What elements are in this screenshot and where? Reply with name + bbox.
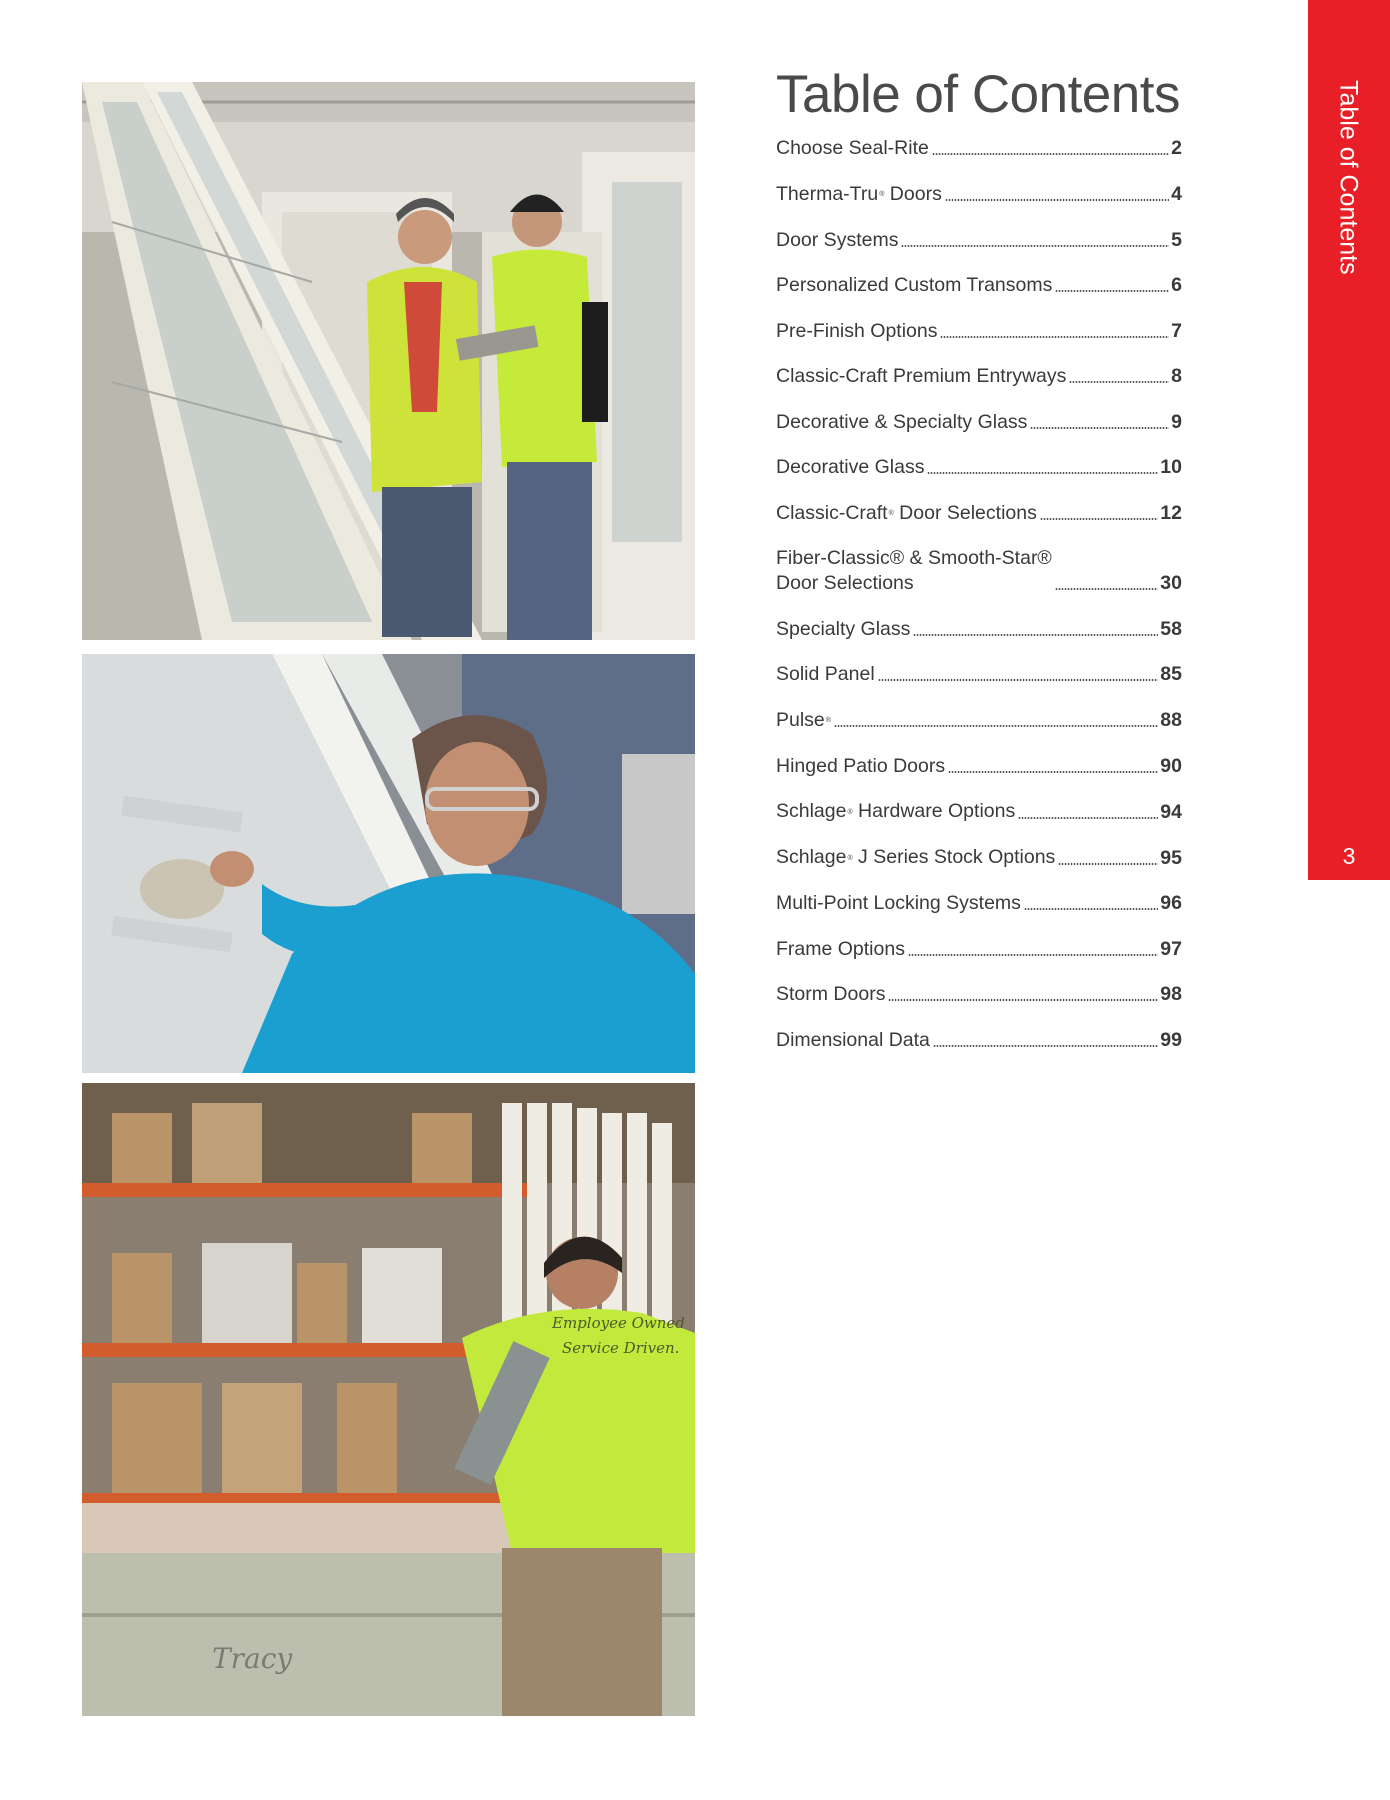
toc-entry-label [776, 617, 910, 642]
toc-entry[interactable] [776, 228, 1182, 253]
dot-leader [945, 199, 1169, 201]
shirt-text-line1: Employee Owned [552, 1314, 685, 1332]
toc-entry[interactable] [776, 136, 1182, 161]
registered-mark: ® [888, 509, 894, 517]
toc-entry-page: 97 [1160, 937, 1182, 960]
toc-entry-page: 99 [1160, 1028, 1182, 1051]
registered-mark: ® [847, 808, 853, 816]
toc-entry[interactable] [776, 982, 1182, 1007]
toc-entry[interactable] [776, 845, 1182, 870]
dot-leader [913, 634, 1158, 636]
toc-entry-label-text: Choose Seal-Rite [776, 137, 929, 160]
dot-leader [1030, 427, 1169, 429]
machine-logo: Tracy [212, 1642, 293, 1675]
toc-entry-label [776, 364, 1066, 389]
section-side-tab [1308, 0, 1390, 880]
toc-entry-page: 5 [1171, 228, 1182, 251]
dot-leader [1024, 908, 1158, 910]
toc-entry-label [776, 1028, 930, 1053]
toc-entry[interactable] [776, 708, 1182, 733]
toc-entry[interactable] [776, 319, 1182, 344]
toc-entry-page: 10 [1160, 456, 1182, 479]
toc-entry-page: 58 [1160, 617, 1182, 640]
toc-entry-page: 8 [1171, 365, 1182, 388]
page-number: 3 [1342, 843, 1356, 869]
toc-entry-label-rest: Hardware Options [852, 800, 1016, 823]
dot-leader [1040, 518, 1158, 520]
toc-entry-label [776, 754, 945, 779]
toc-entry-label [776, 319, 937, 344]
toc-entry-label [776, 662, 875, 687]
dot-leader [1058, 863, 1158, 865]
toc-entry-label-text: Decorative Glass [776, 456, 925, 479]
toc-entry-label-text: Door Selections [776, 572, 914, 595]
shirt-text-line2: Service Driven. [562, 1339, 680, 1357]
toc-entry[interactable] [776, 799, 1182, 824]
side-tab-label: Table of Contents [1334, 80, 1363, 275]
toc-entry[interactable] [776, 546, 1182, 596]
toc-entry-page: 6 [1171, 274, 1182, 297]
toc-entry-label-text: Personalized Custom Transoms [776, 274, 1053, 297]
toc-entry-label-text: Door Systems [776, 228, 899, 251]
dot-leader [878, 679, 1159, 681]
toc-entry[interactable] [776, 364, 1182, 389]
toc-entry-page: 4 [1171, 183, 1182, 206]
toc-entry-label-text: Hinged Patio Doors [776, 754, 946, 777]
toc-entry[interactable] [776, 662, 1182, 687]
toc-entry-label-text: Pre-Finish Options [776, 319, 938, 342]
dot-leader [1055, 588, 1158, 590]
dot-leader [927, 472, 1158, 474]
dot-leader [1018, 817, 1158, 819]
toc-entry-label-text: Decorative & Specialty Glass [776, 410, 1028, 433]
dot-leader [901, 245, 1169, 247]
toc-list [776, 136, 1182, 1052]
toc-entry-label [776, 273, 1052, 298]
toc-entry[interactable] [776, 273, 1182, 298]
toc-entry-label [776, 708, 831, 733]
photo-worker-at-machine [82, 1083, 695, 1716]
toc-entry-label-text: Solid Panel [776, 663, 875, 686]
toc-entry-label [776, 799, 1015, 824]
toc-entry-page: 98 [1160, 983, 1182, 1006]
toc-entry-page: 96 [1160, 892, 1182, 915]
dot-leader [1069, 381, 1169, 383]
toc-entry-label-text: Classic-Craft Premium Entryways [776, 365, 1067, 388]
toc-entry-page: 94 [1160, 800, 1182, 823]
toc-entry-label [776, 982, 885, 1007]
toc-entry-page: 12 [1160, 501, 1182, 524]
toc-entry-label-text: Specialty Glass [776, 617, 911, 640]
dot-leader [908, 954, 1158, 956]
toc-entry-page: 88 [1160, 709, 1182, 732]
dot-leader [948, 771, 1158, 773]
toc-entry-label-text: Storm Doors [776, 983, 886, 1006]
dot-leader [1055, 290, 1169, 292]
registered-mark: ® [879, 191, 885, 199]
table-of-contents [776, 66, 1182, 1073]
toc-entry-label-text: Frame Options [776, 937, 905, 960]
toc-entry-label-text: Therma-Tru [776, 182, 879, 205]
toc-entry-page: 9 [1171, 410, 1182, 433]
toc-entry-label [776, 136, 929, 161]
toc-entry[interactable] [776, 1028, 1182, 1053]
page-title: Table of Contents [776, 65, 1180, 124]
toc-entry-page: 85 [1160, 663, 1182, 686]
dot-leader [888, 999, 1158, 1001]
toc-entry-label [776, 891, 1021, 916]
dot-leader [933, 1045, 1158, 1047]
toc-entry[interactable] [776, 455, 1182, 480]
toc-entry-page: 30 [1160, 572, 1182, 595]
photo-worker-cleaning-door [82, 654, 695, 1073]
toc-entry-label [776, 182, 942, 207]
toc-entry[interactable] [776, 754, 1182, 779]
toc-entry[interactable] [776, 501, 1182, 526]
toc-entry-label [776, 845, 1055, 870]
toc-entry-label-text: Multi-Point Locking Systems [776, 892, 1021, 915]
toc-entry-label-rest: Doors [884, 182, 942, 205]
toc-entry-page: 95 [1160, 846, 1182, 869]
toc-entry[interactable] [776, 182, 1182, 207]
toc-entry-label [776, 410, 1027, 435]
toc-entry[interactable] [776, 617, 1182, 642]
toc-entry-label [776, 228, 898, 253]
dot-leader [940, 336, 1169, 338]
toc-entry[interactable] [776, 410, 1182, 435]
toc-entry-label-rest: J Series Stock Options [852, 846, 1056, 869]
toc-entry-page: 90 [1160, 754, 1182, 777]
toc-entry-label-text: Schlage [776, 800, 847, 823]
toc-entry[interactable] [776, 891, 1182, 916]
toc-entry-page: 2 [1171, 137, 1182, 160]
toc-entry-label [776, 455, 924, 480]
toc-entry-label [776, 546, 1052, 596]
toc-entry-label [776, 937, 905, 962]
toc-entry[interactable] [776, 937, 1182, 962]
toc-entry-label-line1: Fiber-Classic® & Smooth-Star® [776, 547, 1052, 570]
toc-entry-label-text: Classic-Craft [776, 501, 888, 524]
toc-entry-label-text: Schlage [776, 846, 847, 869]
toc-entry-label-rest: Door Selections [893, 501, 1037, 524]
toc-entry-page: 7 [1171, 319, 1182, 342]
photo-workers-inspecting-doors [82, 82, 695, 640]
toc-entry-label-text: Dimensional Data [776, 1028, 930, 1051]
toc-entry-label-text: Pulse [776, 708, 825, 731]
dot-leader [932, 153, 1169, 155]
registered-mark: ® [847, 854, 853, 862]
registered-mark: ® [825, 717, 831, 725]
dot-leader [834, 725, 1158, 727]
toc-entry-label [776, 501, 1037, 526]
